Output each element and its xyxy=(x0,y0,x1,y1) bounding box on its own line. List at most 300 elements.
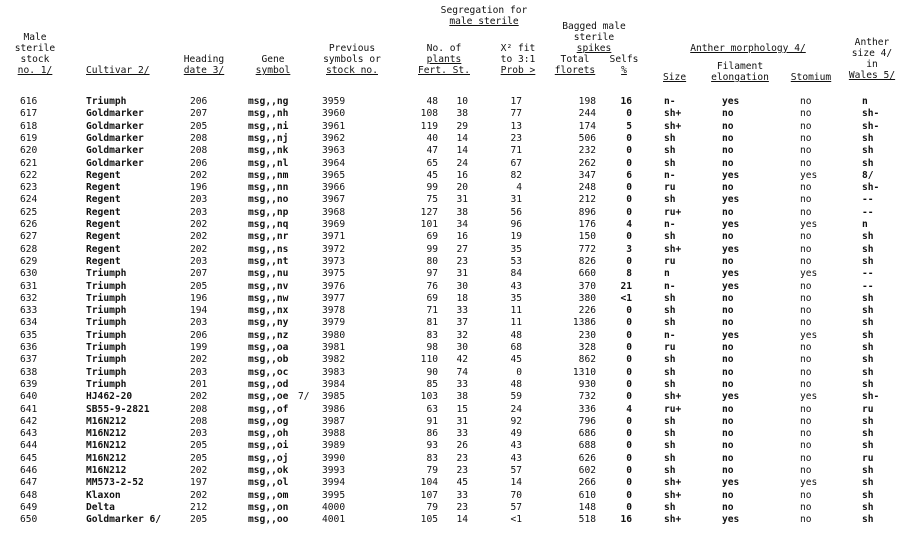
cell-fert: 69 xyxy=(426,231,438,243)
cell-heading: 202 xyxy=(190,231,208,243)
cell-selfs: 0 xyxy=(626,378,632,390)
cell-stock: 642 xyxy=(20,415,38,427)
cell-cultivar: Triumph xyxy=(86,366,127,378)
header-previous-line: Previous xyxy=(328,43,376,54)
cell-total: 336 xyxy=(578,403,596,415)
cell-st: 23 xyxy=(456,452,468,464)
cell-prev: 3971 xyxy=(322,231,346,243)
cell-asize: -- xyxy=(862,280,874,292)
cell-st: 31 xyxy=(456,268,468,280)
cell-prev: 3977 xyxy=(322,292,346,304)
cell-prob: 11 xyxy=(510,317,522,329)
cell-cultivar: Regent xyxy=(86,194,121,206)
cell-prob: 84 xyxy=(510,268,522,280)
cell-selfs: 0 xyxy=(626,501,632,513)
cell-fert: 85 xyxy=(426,378,438,390)
cell-prev: 3960 xyxy=(322,108,346,120)
cell-prev: 3995 xyxy=(322,489,346,501)
cell-stom: no xyxy=(800,120,812,132)
cell-stock: 643 xyxy=(20,428,38,440)
cell-fert: 103 xyxy=(420,391,438,403)
header-stock-line: sterile xyxy=(14,43,56,54)
cell-heading: 208 xyxy=(190,403,208,415)
header-size xyxy=(663,72,686,83)
cell-cultivar: Triumph xyxy=(86,268,127,280)
cell-size: n- xyxy=(664,329,676,341)
cell-fil: no xyxy=(722,292,734,304)
cell-prob: 24 xyxy=(510,403,522,415)
header-filament xyxy=(700,61,780,83)
cell-gene: msg,,oc xyxy=(248,366,289,378)
cell-selfs: 0 xyxy=(626,415,632,427)
cell-stom: yes xyxy=(800,219,818,230)
cell-gene: msg,,oh xyxy=(248,428,289,440)
cell-gene: msg,,ny xyxy=(248,317,289,329)
cell-stock: 641 xyxy=(20,403,38,415)
cell-stock: 648 xyxy=(20,489,38,501)
table-row xyxy=(0,354,910,366)
table-row xyxy=(0,477,910,489)
header-cultivar xyxy=(86,65,150,76)
cell-prev: 3962 xyxy=(322,132,346,144)
cell-selfs: 4 xyxy=(626,219,632,230)
header-bagged-line: spikes xyxy=(576,43,612,54)
cell-heading: 206 xyxy=(190,329,208,341)
cell-st: 23 xyxy=(456,501,468,513)
cell-fert: 104 xyxy=(420,477,438,489)
cell-cultivar: MM573-2-52 xyxy=(86,477,144,489)
cell-prev: 3987 xyxy=(322,415,346,427)
cell-gene: msg,,nt xyxy=(248,255,289,267)
cell-fert: 83 xyxy=(426,452,438,464)
cell-heading: 202 xyxy=(190,465,208,476)
cell-fert: 48 xyxy=(426,96,438,107)
cell-fil: no xyxy=(722,120,734,132)
cell-total: 518 xyxy=(578,514,596,526)
cell-fil: no xyxy=(722,206,734,218)
cell-prob: 23 xyxy=(510,132,522,144)
cell-stock: 619 xyxy=(20,132,38,144)
cell-prev: 3984 xyxy=(322,378,346,390)
cell-heading: 207 xyxy=(190,268,208,280)
cell-stock: 644 xyxy=(20,440,38,452)
cell-prob: 31 xyxy=(510,194,522,206)
cell-fil: no xyxy=(722,145,734,157)
cell-prev: 3968 xyxy=(322,206,346,218)
cell-fert: 93 xyxy=(426,440,438,452)
cell-prob: 13 xyxy=(510,120,522,132)
cell-fil: yes xyxy=(722,477,740,489)
cell-stom: no xyxy=(800,415,812,427)
cell-selfs: 0 xyxy=(626,305,632,317)
cell-st: 32 xyxy=(456,329,468,341)
cell-selfs: 0 xyxy=(626,231,632,243)
cell-heading: 205 xyxy=(190,452,208,464)
cell-cultivar: Goldmarker xyxy=(86,108,144,120)
table-row xyxy=(0,121,910,133)
cell-st: 14 xyxy=(456,514,468,526)
cell-selfs: 0 xyxy=(626,182,632,194)
table-row xyxy=(0,256,910,268)
header-gene xyxy=(248,54,298,76)
cell-asize: -- xyxy=(862,268,874,280)
cell-total: 896 xyxy=(578,206,596,218)
cell-fert: 91 xyxy=(426,415,438,427)
cell-selfs: 0 xyxy=(626,108,632,120)
cell-heading: 203 xyxy=(190,255,208,267)
cell-fert: 98 xyxy=(426,342,438,353)
cell-prob: 48 xyxy=(510,329,522,341)
segregation-title-line2: male sterile xyxy=(449,16,519,27)
cell-gene: msg,,nv xyxy=(248,280,289,292)
header-selfs-line: Selfs xyxy=(609,54,639,65)
cell-total: 506 xyxy=(578,132,596,144)
cell-cultivar: Regent xyxy=(86,255,121,267)
cell-stom: no xyxy=(800,305,812,317)
cell-total: 862 xyxy=(578,354,596,366)
cell-heading: 203 xyxy=(190,317,208,329)
cell-asize: n xyxy=(862,96,868,107)
cell-fert: 86 xyxy=(426,428,438,440)
cell-fert: 75 xyxy=(426,194,438,206)
header-gene-line: Gene xyxy=(261,54,285,65)
table-row xyxy=(0,219,910,231)
cell-prob: 17 xyxy=(510,96,522,107)
cell-stom: yes xyxy=(800,477,818,489)
cell-cultivar: M16N212 xyxy=(86,428,127,440)
cell-cultivar: Goldmarker xyxy=(86,145,144,157)
cell-prob: 57 xyxy=(510,501,522,513)
cell-asize: sh xyxy=(862,243,874,255)
table-row xyxy=(0,133,910,145)
cell-asize: 8/ xyxy=(862,169,874,181)
cell-st: 10 xyxy=(456,96,468,107)
cell-total: 226 xyxy=(578,305,596,317)
cell-cultivar: Triumph xyxy=(86,292,127,304)
cell-stom: no xyxy=(800,243,812,255)
cell-cultivar: Regent xyxy=(86,231,121,243)
header-cultivar-line: Cultivar 2/ xyxy=(86,65,150,76)
table-row xyxy=(0,305,910,317)
cell-prev: 3959 xyxy=(322,96,346,107)
cell-size: sh+ xyxy=(664,120,682,132)
cell-size: sh xyxy=(664,501,676,513)
header-plants-line: No. of xyxy=(426,43,462,54)
cell-selfs: 0 xyxy=(626,145,632,157)
table-row xyxy=(0,404,910,416)
cell-stom: yes xyxy=(800,169,818,181)
cell-prev: 3979 xyxy=(322,317,346,329)
cell-fert: 79 xyxy=(426,465,438,476)
cell-st: 30 xyxy=(456,342,468,353)
cell-heading: 205 xyxy=(190,280,208,292)
cell-asize: sh xyxy=(862,415,874,427)
cell-st: 33 xyxy=(456,378,468,390)
cell-heading: 212 xyxy=(190,501,208,513)
cell-gene: msg,,nl xyxy=(248,157,289,169)
header-stock-line: no. 1/ xyxy=(17,65,53,76)
cell-selfs: 0 xyxy=(626,342,632,353)
cell-prev: 3961 xyxy=(322,120,346,132)
cell-asize: sh xyxy=(862,366,874,378)
cell-fil: yes xyxy=(722,391,740,403)
cell-size: n- xyxy=(664,169,676,181)
cell-size: sh xyxy=(664,378,676,390)
cell-selfs: 5 xyxy=(626,120,632,132)
cell-total: 198 xyxy=(578,96,596,107)
cell-stom: no xyxy=(800,465,812,476)
table-row xyxy=(0,158,910,170)
segregation-header xyxy=(410,5,558,27)
cell-cultivar: HJ462-20 xyxy=(86,391,133,403)
cell-size: n xyxy=(664,268,670,280)
cell-heading: 194 xyxy=(190,305,208,317)
cell-size: sh xyxy=(664,194,676,206)
table-row xyxy=(0,244,910,256)
cell-prob: 70 xyxy=(510,489,522,501)
cell-stock: 632 xyxy=(20,292,38,304)
cell-cultivar: Triumph xyxy=(86,96,127,107)
cell-fil: no xyxy=(722,428,734,440)
cell-selfs: 0 xyxy=(626,477,632,489)
cell-heading: 203 xyxy=(190,206,208,218)
cell-stom: no xyxy=(800,280,812,292)
cell-total: 1386 xyxy=(572,317,596,329)
cell-stock: 630 xyxy=(20,268,38,280)
cell-size: sh xyxy=(664,305,676,317)
cell-asize: sh xyxy=(862,428,874,440)
cell-fil: no xyxy=(722,354,734,366)
cell-gene: msg,,ns xyxy=(248,243,289,255)
cell-asize: sh- xyxy=(862,108,880,120)
cell-size: sh xyxy=(664,354,676,366)
header-total xyxy=(546,54,604,76)
cell-cultivar: M16N212 xyxy=(86,452,127,464)
cell-heading: 202 xyxy=(190,489,208,501)
cell-total: 262 xyxy=(578,157,596,169)
cell-prob: 96 xyxy=(510,219,522,230)
cell-cultivar: M16N212 xyxy=(86,440,127,452)
cell-asize: -- xyxy=(862,206,874,218)
cell-size: sh xyxy=(664,292,676,304)
cell-selfs: 3 xyxy=(626,243,632,255)
cell-stom: yes xyxy=(800,329,818,341)
cell-cultivar: Regent xyxy=(86,206,121,218)
cell-stom: no xyxy=(800,378,812,390)
cell-total: 930 xyxy=(578,378,596,390)
header-chi-line: Prob > xyxy=(500,65,536,76)
cell-heading: 203 xyxy=(190,194,208,206)
header-anther-morphology xyxy=(660,43,836,54)
cell-fil: yes xyxy=(722,219,740,230)
cell-asize: sh xyxy=(862,305,874,317)
cell-total: 328 xyxy=(578,342,596,353)
table-row xyxy=(0,182,910,194)
cell-prob: 14 xyxy=(510,477,522,489)
cell-st: 27 xyxy=(456,243,468,255)
header-heading-line: Heading xyxy=(183,54,225,65)
cell-stock: 624 xyxy=(20,194,38,206)
cell-gene: msg,,nj xyxy=(248,132,289,144)
cell-gene: msg,,nw xyxy=(248,292,289,304)
cell-stom: no xyxy=(800,231,812,243)
cell-stom: no xyxy=(800,342,812,353)
header-stock xyxy=(10,32,60,76)
cell-prev: 3990 xyxy=(322,452,346,464)
cell-gene: msg,,om xyxy=(248,489,289,501)
cell-fil: yes xyxy=(722,329,740,341)
cell-stom: no xyxy=(800,489,812,501)
cell-stom: no xyxy=(800,514,812,526)
cell-selfs: 0 xyxy=(626,366,632,378)
cell-stock: 620 xyxy=(20,145,38,157)
cell-asize: n xyxy=(862,219,868,230)
cell-fert: 107 xyxy=(420,489,438,501)
cell-selfs: 6 xyxy=(626,169,632,181)
cell-fert: 99 xyxy=(426,243,438,255)
header-plants-line: plants xyxy=(426,54,462,65)
cell-stom: yes xyxy=(800,391,818,403)
header-plants-line: Fert. St. xyxy=(418,65,470,76)
cell-selfs: 0 xyxy=(626,452,632,464)
header-size-line: Size xyxy=(663,72,687,83)
cell-size: sh+ xyxy=(664,108,682,120)
table-row xyxy=(0,231,910,243)
cell-prob: 68 xyxy=(510,342,522,353)
cell-heading: 202 xyxy=(190,391,208,403)
cell-heading: 205 xyxy=(190,514,208,526)
header-heading xyxy=(176,54,232,76)
cell-total: 380 xyxy=(578,292,596,304)
cell-selfs: 21 xyxy=(620,280,632,292)
cell-fil: no xyxy=(722,403,734,415)
cell-size: ru+ xyxy=(664,206,682,218)
cell-st: 14 xyxy=(456,132,468,144)
cell-heading: 202 xyxy=(190,169,208,181)
cell-asize: sh xyxy=(862,440,874,452)
cell-asize: sh xyxy=(862,231,874,243)
cell-heading: 202 xyxy=(190,243,208,255)
cell-stom: no xyxy=(800,206,812,218)
cell-stom: no xyxy=(800,292,812,304)
cell-asize: sh xyxy=(862,292,874,304)
header-bagged xyxy=(552,21,636,54)
cell-fil: no xyxy=(722,465,734,476)
cell-fil: no xyxy=(722,182,734,194)
cell-prev: 3980 xyxy=(322,329,346,341)
cell-cultivar: Triumph xyxy=(86,342,127,353)
cell-gene: msg,,nq xyxy=(248,219,289,230)
cell-heading: 197 xyxy=(190,477,208,489)
table-row xyxy=(0,281,910,293)
cell-prob: 4 xyxy=(516,182,522,194)
cell-selfs: <1 xyxy=(620,292,632,304)
cell-gene: msg,,nh xyxy=(248,108,289,120)
cell-heading: 208 xyxy=(190,415,208,427)
cell-gene: msg,,od xyxy=(248,378,289,390)
header-gene-line: symbol xyxy=(255,65,291,76)
cell-size: sh xyxy=(664,440,676,452)
cell-prob: 0 xyxy=(516,366,522,378)
cell-stock: 622 xyxy=(20,169,38,181)
header-anther-morph-line: Anther morphology 4/ xyxy=(690,43,806,54)
header-stock-line: stock xyxy=(20,54,50,65)
cell-fert: 119 xyxy=(420,120,438,132)
cell-st: 23 xyxy=(456,255,468,267)
header-chi-line: X² fit xyxy=(500,43,536,54)
cell-prob: 49 xyxy=(510,428,522,440)
cell-cultivar: M16N212 xyxy=(86,465,127,476)
cell-prev: 3983 xyxy=(322,366,346,378)
cell-heading: 203 xyxy=(190,366,208,378)
cell-heading: 208 xyxy=(190,132,208,144)
cell-stock: 645 xyxy=(20,452,38,464)
header-chi-square xyxy=(490,43,546,76)
cell-gene: msg,,on xyxy=(248,501,289,513)
cell-fert: 47 xyxy=(426,145,438,157)
cell-stom: no xyxy=(800,403,812,415)
cell-st: 38 xyxy=(456,206,468,218)
header-plants xyxy=(408,43,480,76)
cell-stock: 649 xyxy=(20,501,38,513)
cell-st: 38 xyxy=(456,108,468,120)
header-total-line: Total xyxy=(560,54,590,65)
cell-total: 688 xyxy=(578,440,596,452)
cell-st: 74 xyxy=(456,366,468,378)
header-bagged-line: sterile xyxy=(573,32,615,43)
cell-size: n- xyxy=(664,96,676,107)
cell-fil: no xyxy=(722,440,734,452)
table-row xyxy=(0,391,910,403)
cell-total: 212 xyxy=(578,194,596,206)
cell-cultivar: SB55-9-2821 xyxy=(86,403,150,415)
cell-asize: ru xyxy=(862,452,874,464)
cell-gene: msg,,nk xyxy=(248,145,289,157)
cell-total: 826 xyxy=(578,255,596,267)
cell-gene: msg,,nr xyxy=(248,231,289,243)
cell-fert: 97 xyxy=(426,268,438,280)
cell-fil: yes xyxy=(722,268,740,280)
cell-stom: no xyxy=(800,255,812,267)
cell-st: 16 xyxy=(456,231,468,243)
cell-total: 660 xyxy=(578,268,596,280)
cell-gene: msg,,ol xyxy=(248,477,289,489)
cell-fil: no xyxy=(722,305,734,317)
cell-asize: sh xyxy=(862,317,874,329)
cell-total: 148 xyxy=(578,501,596,513)
cell-stom: no xyxy=(800,452,812,464)
cell-selfs: 0 xyxy=(626,440,632,452)
cell-heading: 196 xyxy=(190,292,208,304)
cell-prev: 3972 xyxy=(322,243,346,255)
cell-heading: 207 xyxy=(190,108,208,120)
cell-prev: 3975 xyxy=(322,268,346,280)
cell-selfs: 0 xyxy=(626,206,632,218)
header-anther-size-line: in xyxy=(866,59,878,70)
cell-asize: sh xyxy=(862,157,874,169)
cell-total: 150 xyxy=(578,231,596,243)
header-anther-size-line: Anther xyxy=(854,37,890,48)
cell-total: 610 xyxy=(578,489,596,501)
cell-fert: 101 xyxy=(420,219,438,230)
cell-size: sh xyxy=(664,428,676,440)
table-row xyxy=(0,317,910,329)
cell-size: sh xyxy=(664,465,676,476)
cell-total: 347 xyxy=(578,169,596,181)
cell-size: ru xyxy=(664,342,676,353)
cell-asize: sh xyxy=(862,132,874,144)
table-row xyxy=(0,428,910,440)
